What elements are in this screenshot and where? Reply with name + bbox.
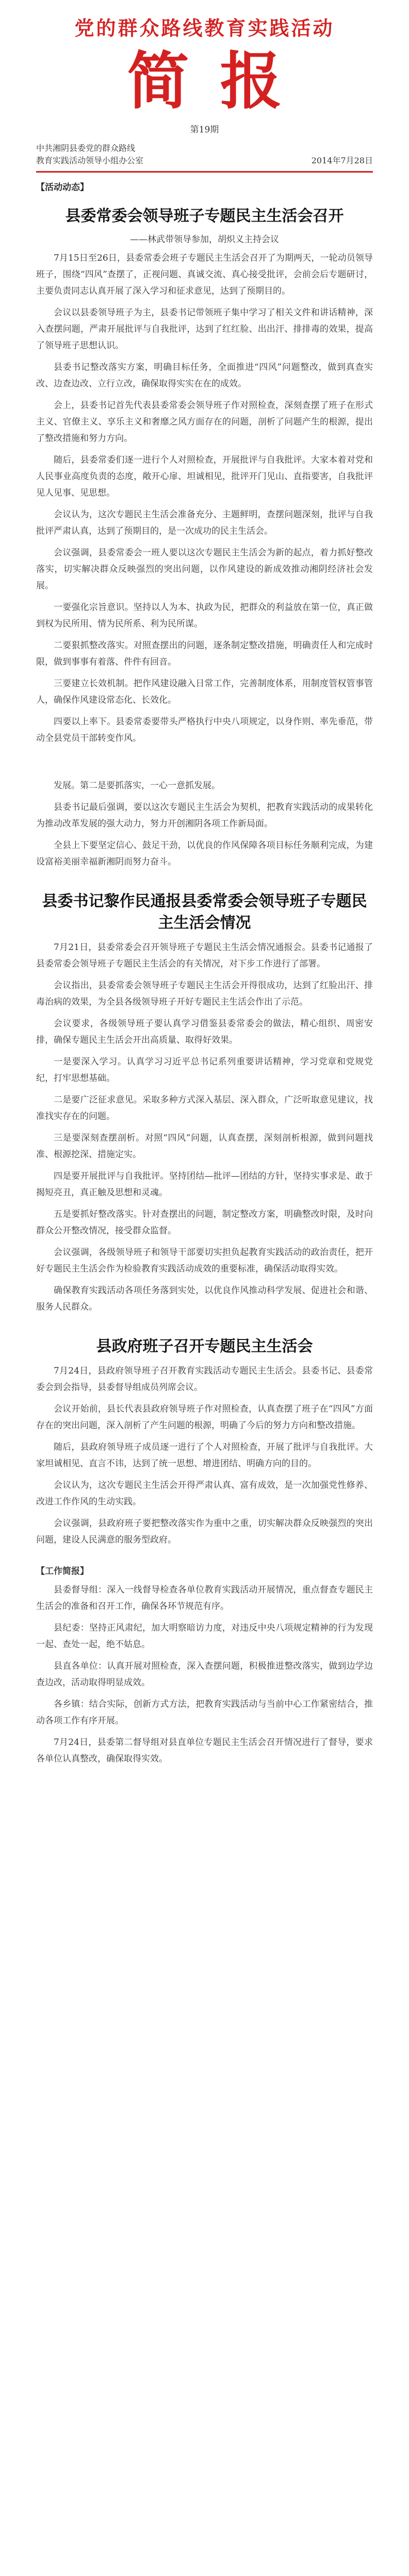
masthead-divider	[36, 171, 373, 173]
article1-subtitle: ——林武带领导参加，胡炽义主持会议	[130, 234, 279, 245]
work-paragraph: 县直各单位：认真开展对照检查，深入查摆问题，积极推进整改落实，做到边学边查边改，活动取得明显成效。	[36, 1661, 373, 1688]
masthead-meta	[36, 142, 373, 167]
work-paragraph: 各乡镇：结合实际，创新方式方法，把教育实践活动与当前中心工作紧密结合，推动各项工作有序开展。	[36, 1699, 373, 1726]
article2-body	[36, 939, 373, 1315]
article1-paragraph: 会议强调，县委常委会一班人要以这次专题民主生活会为新的起点，着力抓好整改落实，切实解决群众反映强烈的突出问题，以作风建设的新成效推动湘阴经济社会发展。	[36, 548, 373, 591]
masthead-top-line: 党的群众路线教育实践活动	[74, 17, 335, 40]
org-line-2: 教育实践活动领导小组办公室	[36, 156, 144, 165]
org-line-1: 中共湘阴县委党的群众路线	[36, 143, 136, 153]
article1-paragraph: 县委书记整改落实方案，明确目标任务，全面推进“四风”问题整改，做到真查实改、边查边改、立行立改，确保取得实实在在的成效。	[36, 362, 373, 389]
article2-paragraph: 三是要深刻查摆剖析。对照“四风”问题，认真查摆，深刻剖析根源，做到问题找准、根源挖深、措施定实。	[36, 1133, 373, 1160]
article1-paragraph: 7月15日至26日，县委常委会班子专题民主生活会召开了为期两天，一轮动员领导班子，围绕“四风”查摆了，正视问题、真诚交流、真心接受批评，会前会后专题研讨，主要负责同志认真开展了深入学习和征求意见，达到了预期目的。	[36, 253, 373, 296]
article1-paragraph: 随后，县委常委们逐一进行个人对照检查，开展批评与自我批评。大家本着对党和人民事业高度负责的态度，敞开心扉、坦诚相见，批评开门见山、直指要害，自我批评见人见事、见思想。	[36, 455, 373, 498]
article1-paragraph: 三要建立长效机制。把作风建设融入日常工作，完善制度体系，用制度管权管事管人，确保作风建设常态化、长效化。	[36, 679, 373, 705]
article1-tail-paragraph: 全县上下要坚定信心、鼓足干劲，以优良的作风保障各项目标任务顺利完成，为建设富裕美丽幸福新湘阴而努力奋斗。	[36, 840, 373, 867]
article2-paragraph: 二是要广泛征求意见。采取多种方式深入基层、深入群众，广泛听取意见建议，找准找实存在的问题。	[36, 1095, 373, 1122]
article2-paragraph: 一是要深入学习。认真学习习近平总书记系列重要讲话精神，学习党章和党规党纪，打牢思想基础。	[36, 1057, 373, 1083]
article3-paragraph: 随后，县政府领导班子成员逐一进行了个人对照检查，开展了批评与自我批评。大家坦诚相见、直言不讳，达到了统一思想、增进团结、明确方向的目的。	[36, 1442, 373, 1469]
article3-paragraph: 会议开始前，县长代表县政府领导班子作对照检查，认真查摆了班子在“四风”方面存在的突出问题，深入剖析了产生问题的根源，明确了今后的努力方向和整改措施。	[36, 1404, 373, 1431]
article3-body	[36, 1363, 373, 1548]
masthead-title: 简报	[127, 45, 313, 117]
article2-paragraph: 会议指出，县委常委会领导班子专题民主生活会开得很成功，达到了红脸出汗、排毒治病的效果，为全县各级领导班子开好专题民主生活会作出了示范。	[36, 980, 373, 1007]
article2-title: 县委书记黎作民通报县委常委会领导班子专题民主生活会情况	[42, 892, 367, 932]
article1-paragraph: 会议以县委领导班子为主，县委书记带领班子集中学习了相关文件和讲话精神，深入查摆问题，严肃开展批评与自我批评，达到了红红脸、出出汗、排排毒的效果，提高了领导班子思想认识。	[36, 308, 373, 351]
issue-date: 2014年7月28日	[311, 156, 373, 165]
article2-paragraph: 会议强调，各级领导班子和领导干部要切实担负起教育实践活动的政治责任，把开好专题民主生活会作为检验教育实践活动成效的重要标准，确保活动取得实效。	[36, 1247, 373, 1274]
article3-paragraph: 会议认为，这次专题民主生活会开得严肃认真、富有成效，是一次加强党性修养、改进工作作风的生动实践。	[36, 1480, 373, 1507]
article1-paragraph: 会议认为，这次专题民主生活会准备充分、主题鲜明，查摆问题深刻，批评与自我批评严肃认真，达到了预期目的，是一次成功的民主生活会。	[36, 510, 373, 536]
article3-paragraph: 7月24日，县政府领导班子召开教育实践活动专题民主生活会。县委书记、县委常委会到会指导，县委督导组成员列席会议。	[36, 1366, 373, 1393]
article1-title: 县委常委会领导班子专题民主生活会召开	[65, 207, 344, 225]
article2-paragraph: 7月21日，县委常委会召开领导班子专题民主生活会情况通报会。县委书记通报了县委常委会领导班子专题民主生活会的有关情况，对下步工作进行了部署。	[36, 942, 373, 969]
issue-number: 第19期	[190, 125, 219, 135]
article1-body	[36, 250, 373, 747]
article1-paragraph: 四要以上率下。县委常委要带头严格执行中央八项规定，以身作则、率先垂范，带动全县党员干部转变作风。	[36, 717, 373, 743]
work-paragraph: 县纪委：坚持正风肃纪，加大明察暗访力度，对违反中央八项规定精神的行为发现一起、查处一起，绝不姑息。	[36, 1623, 373, 1650]
issuing-org	[36, 142, 143, 167]
work-body	[36, 1582, 373, 1767]
article1-paragraph: 一要强化宗旨意识。坚持以人为本、执政为民，把群众的利益放在第一位，真正做到权为民所用、情为民所系、利为民所谋。	[36, 602, 373, 629]
article2-paragraph: 四是要开展批评与自我批评。坚持团结—批评—团结的方针，坚持实事求是、敢于揭短亮丑，真正触及思想和灵魂。	[36, 1171, 373, 1198]
article1-closing: 发展。第二是要抓落实，一心一意抓发展。	[54, 781, 220, 791]
spacer	[36, 752, 373, 772]
article2-paragraph: 会议要求，各级领导班子要认真学习借鉴县委常委会的做法，精心组织、周密安排，确保专题民主生活会开出高质量、取得好效果。	[36, 1019, 373, 1045]
article2-paragraph: 确保教育实践活动各项任务落到实处，以优良作风推动科学发展、促进社会和谐、服务人民群众。	[36, 1285, 373, 1312]
article3-title: 县政府班子召开专题民主生活会	[96, 1337, 313, 1355]
article2-paragraph: 五是要抓好整改落实。针对查摆出的问题，制定整改方案，明确整改时限，及时向群众公开整改情况，接受群众监督。	[36, 1209, 373, 1236]
article1-tail-paragraph: 县委书记最后强调，要以这次专题民主生活会为契机，把教育实践活动的成果转化为推动改革发展的强大动力，努力开创湘阴各项工作新局面。	[36, 802, 373, 829]
article3-paragraph: 会议强调，县政府班子要把整改落实作为重中之重，切实解决群众反映强烈的突出问题，建设人民满意的服务型政府。	[36, 1518, 373, 1545]
article1-paragraph: 会上，县委书记首先代表县委常委会领导班子作对照检查，深刻查摆了班子在形式主义、官僚主义、享乐主义和奢靡之风方面存在的问题，剖析了问题产生的根源，提出了整改措施和努力方向。	[36, 400, 373, 444]
article1-paragraph: 二要狠抓整改落实。对照查摆出的问题，逐条制定整改措施，明确责任人和完成时限，做到事事有着落、件件有回音。	[36, 640, 373, 667]
section-tag: 【活动动态】	[36, 182, 89, 193]
work-paragraph: 县委督导组：深入一线督导检查各单位教育实践活动开展情况，重点督查专题民主生活会的准备和召开工作，确保各环节规范有序。	[36, 1585, 373, 1612]
work-section-tag: 【工作简报】	[36, 1566, 89, 1577]
work-paragraph: 7月24日，县委第二督导组对县直单位专题民主生活会召开情况进行了督导，要求各单位认真整改，确保取得实效。	[36, 1737, 373, 1764]
